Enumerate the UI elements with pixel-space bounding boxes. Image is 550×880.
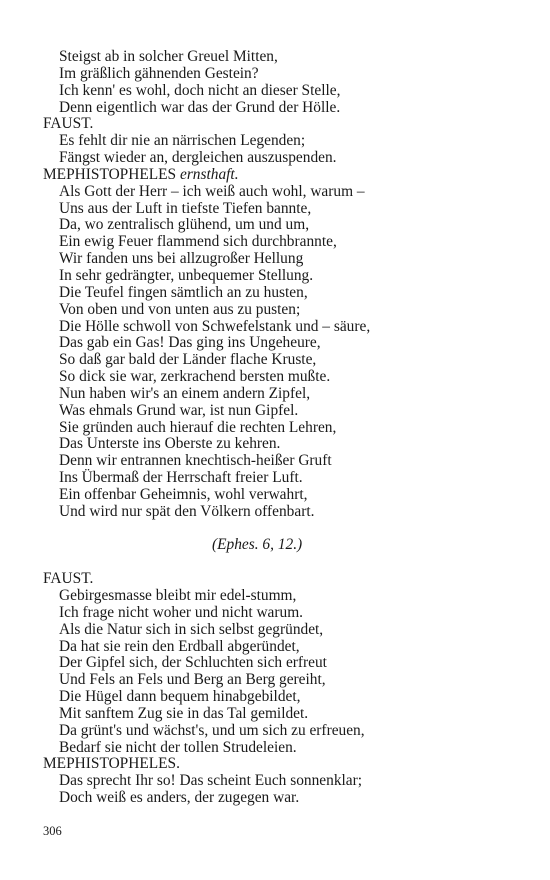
blank-line [43, 554, 513, 571]
verse-line: Doch weiß es anders, der zugegen war. [59, 789, 300, 807]
verse-line: Es fehlt dir nie an närrischen Legenden; [59, 132, 306, 150]
verse-line: Als die Natur sich in sich selbst gegründet, [59, 620, 324, 638]
verse-line: Denn wir entrannen knechtisch-heißer Gruft [59, 452, 332, 470]
verse-line: Ein ewig Feuer flammend sich durchbrannte, [59, 233, 337, 251]
verse-line: Steigst ab in solcher Greuel Mitten, [59, 48, 278, 65]
verse-line: Das gab ein Gas! Das ging ins Ungeheure, [59, 334, 321, 352]
blank-line [43, 521, 513, 538]
verse-line: Nun haben wir's an einem andern Zipfel, [59, 384, 311, 402]
page-number: 306 [43, 824, 62, 838]
stage-direction: ernsthaft. [179, 165, 239, 183]
verse-line: Denn eigentlich war das der Grund der Hölle. [59, 98, 341, 116]
verse-line: Bedarf sie nicht der tollen Strudeleien. [59, 738, 297, 756]
verse-line: Ich kenn' es wohl, doch nicht an dieser Stelle, [59, 81, 341, 99]
speaker-label: MEPHISTOPHELES [43, 165, 177, 183]
speaker-label: FAUST. [43, 115, 94, 133]
verse-line: Uns aus der Luft in tiefste Tiefen bannte, [59, 199, 312, 217]
verse-line: Da hat sie rein den Erdball abgeründet, [59, 637, 300, 655]
verse-line: Was ehmals Grund war, ist nun Gipfel. [59, 401, 299, 419]
verse-line: Da, wo zentralisch glühend, um und um, [59, 216, 310, 234]
speaker-name [43, 116, 513, 133]
verse-line: Und Fels an Fels und Berg an Berg gereiht, [59, 671, 326, 689]
verse-line: Die Hölle schwoll von Schwefelstank und – säure, [59, 317, 371, 335]
verse-line: Die Hügel dann bequem hinabgebildet, [59, 688, 301, 706]
verse-line: Und wird nur spät den Völkern offenbart. [59, 502, 315, 520]
verse-line: Da grünt's und wächst's, und um sich zu erfreuen, [59, 721, 365, 739]
verse-line: Gebirgesmasse bleibt mir edel-stumm, [59, 587, 297, 604]
speaker-label: FAUST. [43, 570, 94, 588]
verse-line: Der Gipfel sich, der Schluchten sich erfreut [59, 654, 327, 672]
verse-line: So dick sie war, zerkrachend bersten mußte. [59, 368, 331, 386]
speaker-name [43, 167, 513, 184]
speaker-label: MEPHISTOPHELES. [43, 755, 180, 773]
verse-line: Ein offenbar Geheimnis, wohl verwahrt, [59, 485, 308, 503]
verse-line: Mit sanftem Zug sie in das Tal gemildet. [59, 704, 309, 722]
verse-line: Von oben und von unten aus zu pusten; [59, 300, 301, 318]
verse-text-block [43, 49, 513, 807]
verse-line: Die Teufel fingen sämtlich an zu husten, [59, 283, 308, 301]
verse-line: In sehr gedrängter, unbequemer Stellung. [59, 266, 314, 284]
verse-line: Ins Übermaß der Herrschaft freier Luft. [59, 469, 303, 487]
verse-line: Fängst wieder an, dergleichen auszuspenden. [59, 149, 337, 167]
verse-line: Sie gründen auch hierauf die rechten Lehren, [59, 418, 337, 436]
verse-line: Ich frage nicht woher und nicht warum. [59, 603, 304, 621]
verse-line: Als Gott der Herr – ich weiß auch wohl, warum – [59, 182, 365, 200]
speaker-name [43, 756, 513, 773]
verse-line: Im gräßlich gähnenden Gestein? [59, 64, 259, 82]
speaker-name [43, 571, 513, 588]
verse-line: Wir fanden uns bei allzugroßer Hellung [59, 250, 304, 268]
verse-line: So daß gar bald der Länder flache Kruste, [59, 351, 317, 369]
citation-reference: (Ephes. 6, 12.) [212, 536, 303, 554]
verse-line: Das sprecht Ihr so! Das scheint Euch sonnenklar; [59, 772, 363, 790]
verse-line: Das Unterste ins Oberste zu kehren. [59, 435, 281, 453]
